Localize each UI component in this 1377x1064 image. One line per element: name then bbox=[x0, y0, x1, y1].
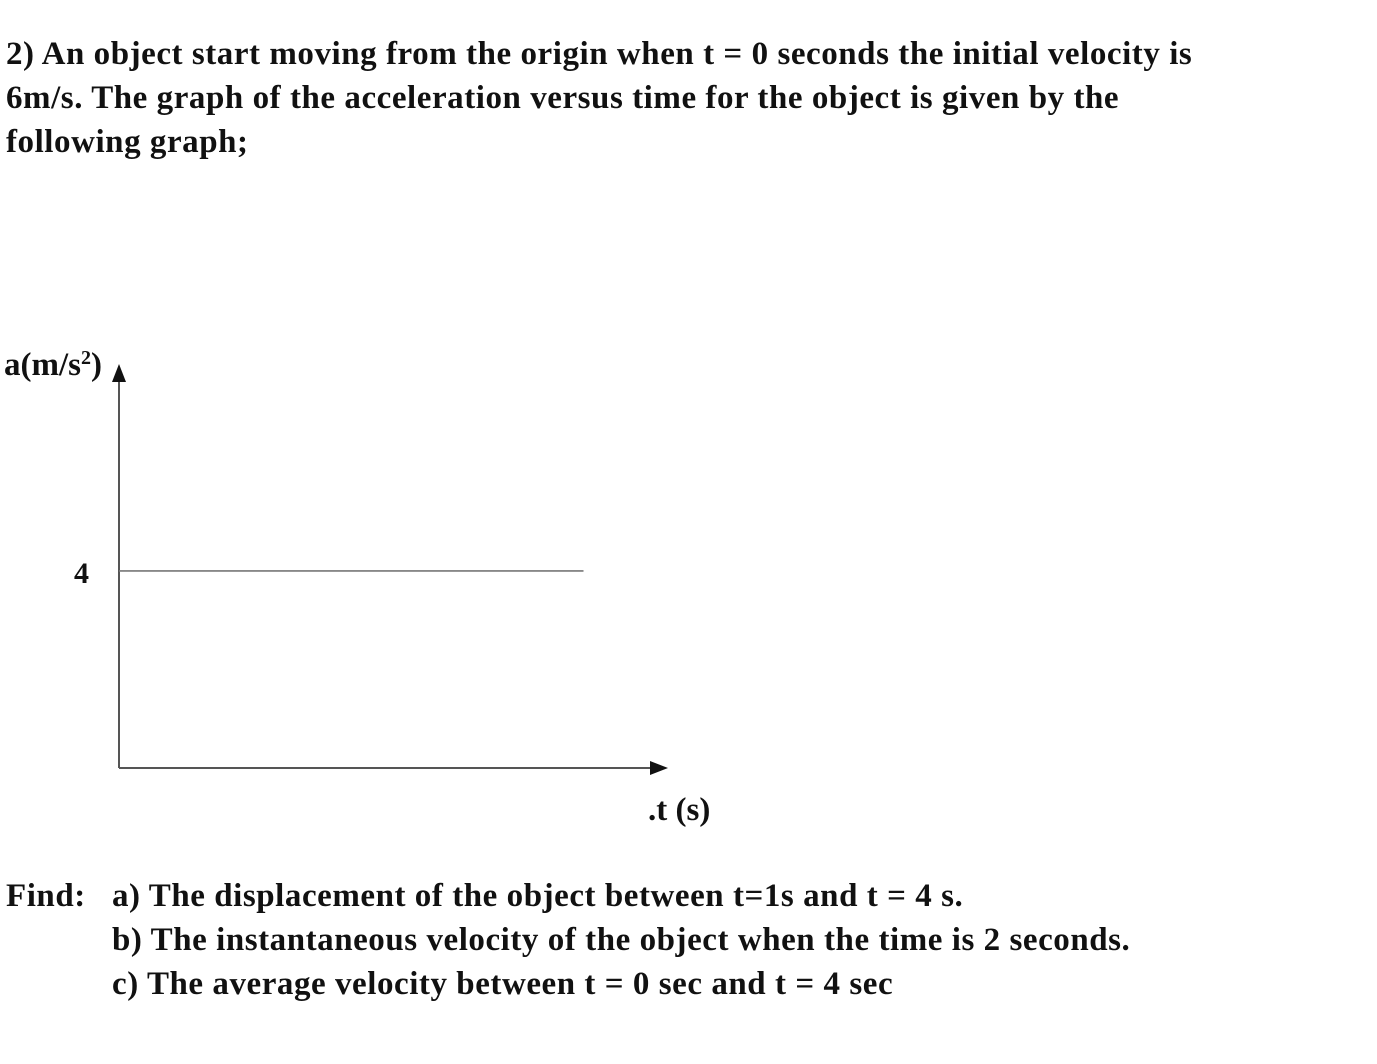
question-a: a) The displacement of the object between t=1s and t = 4 s. bbox=[112, 878, 964, 914]
problem-statement bbox=[6, 32, 1366, 164]
find-label: Find: bbox=[6, 878, 86, 914]
find-section bbox=[6, 874, 1130, 1006]
axes bbox=[112, 364, 668, 775]
find-row bbox=[6, 962, 1130, 1006]
find-label-spacer bbox=[6, 962, 112, 1006]
tick-labels bbox=[74, 557, 89, 590]
y-axis-arrow bbox=[112, 364, 126, 382]
find-row bbox=[6, 918, 1130, 962]
y-axis-label: $a(m/s^2)$ bbox=[4, 347, 102, 383]
question-c: c) The average velocity between t = 0 sec and t = 4 sec bbox=[112, 966, 894, 1002]
find-label-spacer bbox=[6, 918, 112, 962]
problem-line: 6m/s. The graph of the acceleration versus time for the object is given by the bbox=[6, 80, 1120, 116]
question-b: b) The instantaneous velocity of the object when the time is 2 seconds. bbox=[112, 922, 1131, 958]
y-tick-label: 4 bbox=[74, 556, 89, 590]
find-row bbox=[6, 874, 1130, 918]
problem-line: 2) An object start moving from the origin when t = 0 seconds the initial velocity is bbox=[6, 36, 1193, 72]
acceleration-time-graph bbox=[0, 330, 760, 840]
x-axis-label: .t (s) bbox=[648, 792, 711, 828]
x-axis-arrow bbox=[650, 761, 668, 775]
problem-line: following graph; bbox=[6, 124, 249, 160]
